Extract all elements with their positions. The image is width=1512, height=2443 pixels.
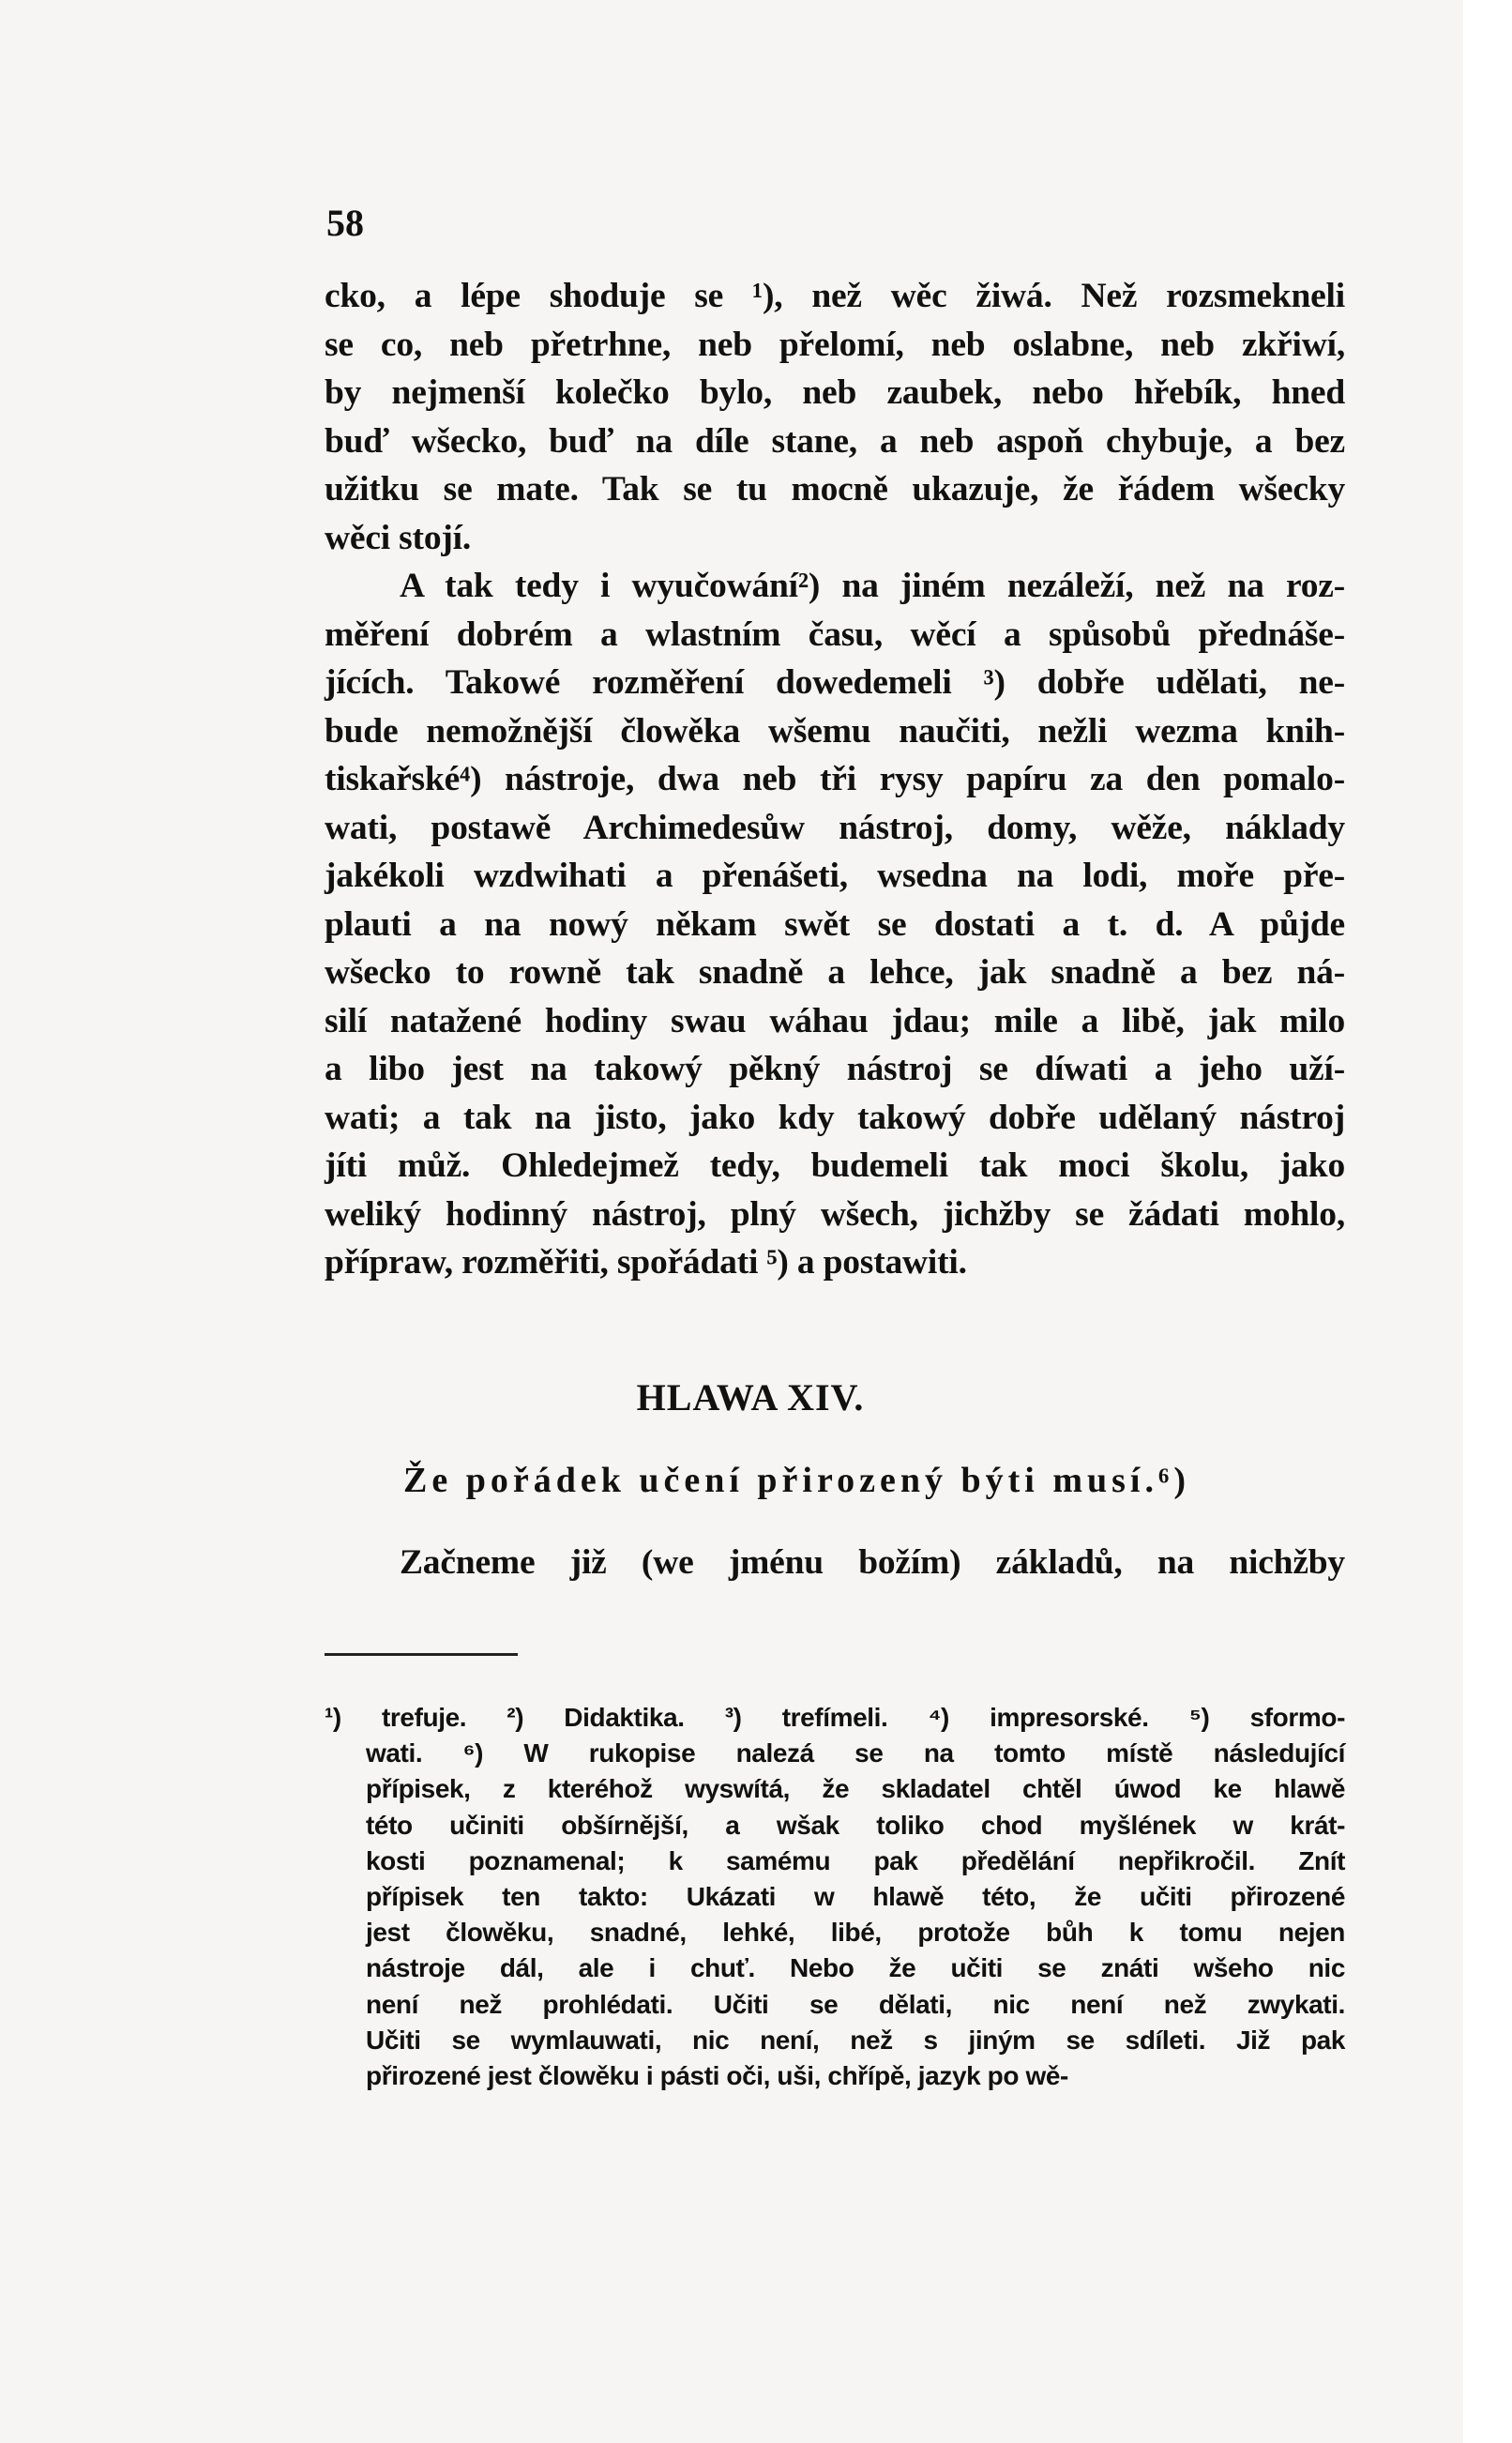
text-line: buď wšecko, buď na díle stane, a neb aspoň chybuje, a bez — [325, 421, 1345, 461]
footnote-line: přípisek ten takto: Ukázati w hlawě této, že učiti přirozené — [366, 1882, 1345, 1912]
text-line: jíti můž. Ohledejmež tedy, budemeli tak moci školu, jako — [325, 1146, 1345, 1185]
page-edge — [1468, 0, 1512, 2443]
footnote-line: wati. ⁶) W rukopise nalezá se na tomto místě následující — [366, 1738, 1345, 1768]
text-line: silí natažené hodiny swau wáhau jdau; mile a libě, jak milo — [325, 1001, 1345, 1040]
footnote-line: jest člowěku, snadné, lehké, libé, protože bůh k tomu nejen — [366, 1918, 1345, 1948]
footnote-line: této učiniti obšírnější, a wšak toliko chod myšlének w krát- — [366, 1810, 1345, 1840]
text-line: plauti a na nowý někam swět se dostati a t. d. A půjde — [325, 904, 1345, 944]
page-number: 58 — [326, 202, 364, 244]
chapter-subtitle: Že pořádek učení přirozený býti musí.⁶) — [403, 1461, 1191, 1500]
text-line: wšecko to rowně tak snadně a lehce, jak snadně a bez ná- — [325, 953, 1345, 992]
text-line: se co, neb přetrhne, neb přelomí, neb oslabne, neb zkřiwí, — [325, 325, 1345, 364]
footnote-line: nástroje dál, ale i chuť. Nebo že učiti se znáti wšeho nic — [366, 1953, 1345, 1983]
footnote-line: není než prohlédati. Učiti se dělati, nic není než zwykati. — [366, 1989, 1345, 2019]
text-line: weliký hodinný nástroj, plný wšech, jichžby se žádati mohlo, — [325, 1194, 1345, 1234]
text-line: užitku se mate. Tak se tu mocně ukazuje, že řádem wšecky — [325, 470, 1345, 508]
paragraph-2 — [325, 562, 1345, 1287]
paragraph-1 — [325, 272, 1345, 562]
text-line: wati, postawě Archimedesůw nástroj, domy, wěže, náklady — [325, 808, 1345, 847]
text-line: přípraw, rozměřiti, spořádati ⁵) a postawiti. — [325, 1243, 967, 1282]
text-line: jících. Takowé rozměření dowedemeli ³) dobře udělati, ne- — [325, 663, 1345, 702]
text-line: Začneme již (we jménu božím) základů, na nichžby — [400, 1543, 1345, 1582]
text-line: by nejmenší kolečko bylo, neb zaubek, nebo hřebík, hned — [325, 373, 1345, 412]
chapter-intro — [325, 1539, 1345, 1587]
footnote-line: přípisek, z kteréhož wyswítá, že skladatel chtěl úwod ke hlawě — [366, 1774, 1345, 1804]
text-line: wati; a tak na jisto, jako kdy takowý dobře udělaný nástroj — [325, 1098, 1345, 1137]
footnote-line: ¹) trefuje. ²) Didaktika. ³) trefímeli. ⁴) impresorské. ⁵) sformo- — [325, 1703, 1345, 1732]
footnote-line: přirozené jest člowěku i pásti oči, uši, chřípě, jazyk po wě- — [366, 2061, 1068, 2091]
text-line: jakékoli wzdwihati a přenášeti, wsedna na lodi, moře pře- — [325, 857, 1345, 895]
body-text — [325, 272, 1345, 1287]
text-line: měření dobrém a wlastním času, wěcí a spůsobů přednáše- — [325, 615, 1345, 654]
footnote-rule — [325, 1653, 518, 1656]
text-line: cko, a lépe shoduje se ¹), než wěc žiwá. Než rozsmekneli — [325, 277, 1345, 315]
text-line: tiskařské⁴) nástroje, dwa neb tři rysy papíru za den pomalo- — [325, 760, 1345, 798]
footnote-line: kosti poznamenal; k samému pak předělání nepřikročil. Znít — [366, 1845, 1345, 1875]
text-line: bude nemožnější člowěka wšemu naučiti, nežli wezma knih- — [325, 711, 1345, 751]
chapter-heading: HLAWA XIV. — [636, 1376, 865, 1419]
text-line: a libo jest na takowý pěkný nástroj se díwati a jeho uží- — [325, 1050, 1345, 1088]
text-line: A tak tedy i wyučowání²) na jiném nezáleží, než na roz- — [400, 567, 1345, 605]
footnotes — [325, 1700, 1345, 2094]
footnote-line: Učiti se wymlauwati, nic není, než s jiným se sdíleti. Již pak — [366, 2025, 1345, 2055]
text-line: wěci stojí. — [325, 518, 472, 557]
